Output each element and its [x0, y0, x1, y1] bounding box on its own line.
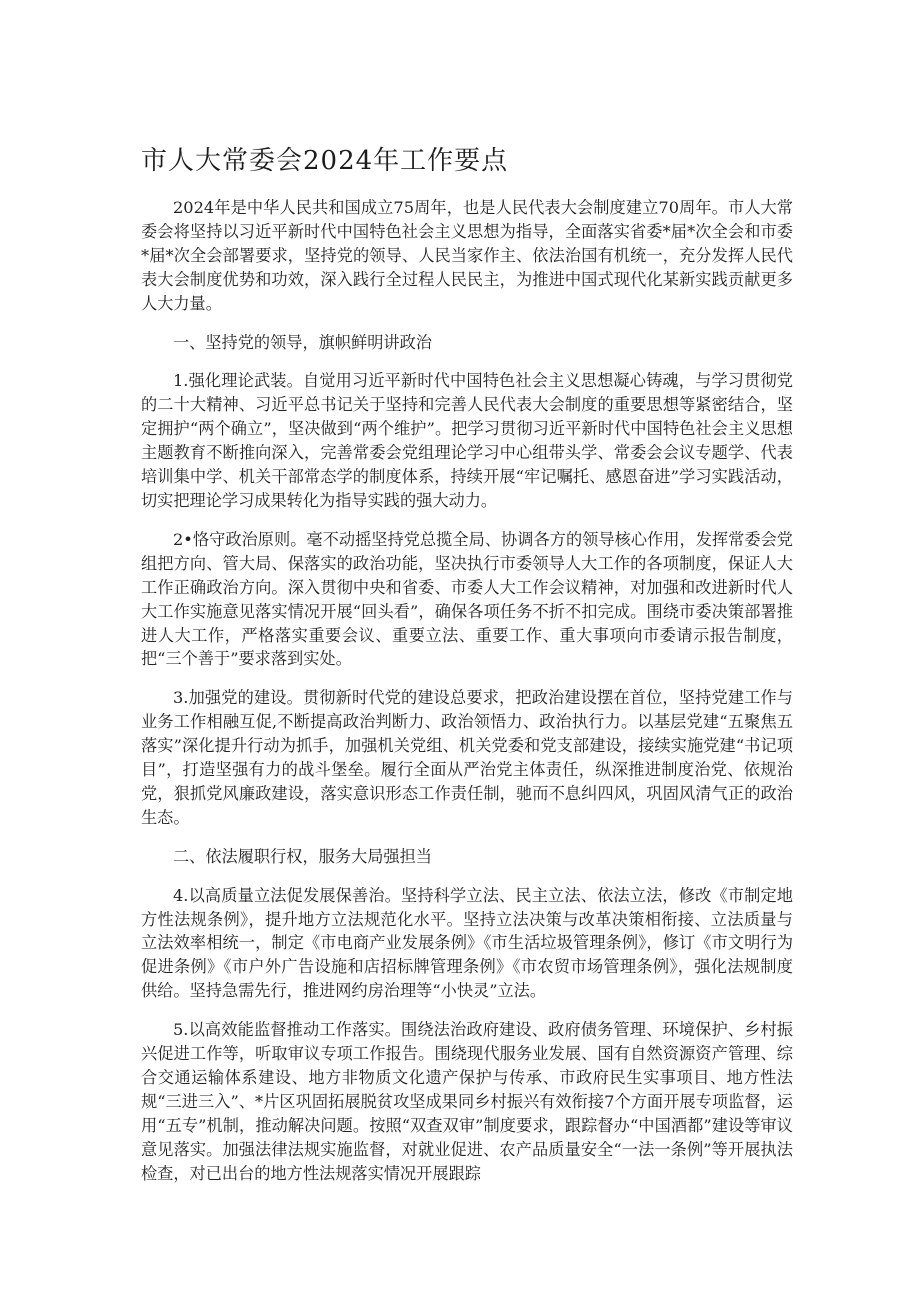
item-paragraph-4: 4.以高质量立法促发展保善治。坚持科学立法、民主立法、依法立法，修改《市制定地方性法规条例》，提升地方立法规范化水平。坚持立法决策与改革决策相衔接、立法质量与立法效率相统一，制定《市电商产业发展条例》《市生活垃圾管理条例》，修订《市文明行为促进条例》《市户外广告设施和店招标牌管理条例》《市农贸市场管理条例》，强化法规制度供给。坚持急需先行，推进网约房治理等“小快灵”立法。 — [141, 885, 793, 1001]
section-heading-1: 一、坚持党的领导，旗帜鲜明讲政治 — [173, 332, 432, 352]
item-paragraph-2: 2•恪守政治原则。毫不动摇坚持党总揽全局、协调各方的领导核心作用，发挥常委会党组把方向、管大局、保落实的政治功能，坚决执行市委领导人大工作的各项制度，保证人大工作正确政治方向。深入贯彻中央和省委、市委人大工作会议精神，对加强和改进新时代人大工作实施意见落实情况开展“回头看”，确保各项任务不折不扣完成。围绕市委决策部署推进人大工作，严格落实重要会议、重要立法、重要工作、重大事项向市委请示报告制度，把“三个善于”要求落到实处。 — [141, 529, 793, 669]
section-heading-2: 二、依法履职行权，服务大局强担当 — [173, 846, 432, 866]
document-body — [141, 196, 793, 1201]
item-paragraph-5: 5.以高效能监督推动工作落实。围绕法治政府建设、政府债务管理、环境保护、乡村振兴促进工作等，听取审议专项工作报告。围绕现代服务业发展、国有自然资源资产管理、综合交通运输体系建设、地方非物质文化遗产保护与传承、市政府民生实事项目、地方性法规“三进三入”、*片区巩固拓展脱贫攻坚成果同乡村振兴有效衔接7个方面开展专项监督，运用“五专”机制，推动解决问题。按照“双查双审”制度要求，跟踪督办“中国酒都”建设等审议意见落实。加强法律法规实施监督，对就业促进、农产品质量安全“一法一条例”等开展执法检查，对已出台的地方性法规落实情况开展跟踪 — [141, 1020, 793, 1183]
intro-paragraph: 2024年是中华人民共和国成立75周年，也是人民代表大会制度建立70周年。市人大常委会将坚持以习近平新时代中国特色社会主义思想为指导，全面落实省委*届*次全会和市委*届*次全会部署要求，坚持党的领导、人民当家作主、依法治国有机统一，充分发挥人民代表大会制度优势和功效，深入践行全过程人民民主，为推进中国式现代化某新实践贡献更多人大力量。 — [141, 198, 793, 313]
item-paragraph-1: 1.强化理论武装。自觉用习近平新时代中国特色社会主义思想凝心铸魂，与学习贯彻党的二十大精神、习近平总书记关于坚持和完善人民代表大会制度的重要思想等紧密结合，坚定拥护“两个确立”，坚决做到“两个维护”。把学习贯彻习近平新时代中国特色社会主义思想主题教育不断推向深入，完善常委会党组理论学习中心组带头学、常委会会议专题学、代表培训集中学、机关干部常态学的制度体系，持续开展“牢记嘱托、感恩奋进”学习实践活动，切实把理论学习成果转化为指导实践的强大动力。 — [141, 371, 793, 510]
page-title: 市人大常委会2024年工作要点 — [141, 146, 509, 176]
item-paragraph-3: 3.加强党的建设。贯彻新时代党的建设总要求，把政治建设摆在首位，坚持党建工作与业务工作相融互促,不断提高政治判断力、政治领悟力、政治执行力。以基层党建“五聚焦五落实”深化提升行动为抓手，加强机关党组、机关党委和党支部建设，接续实施党建“书记项目”，打造坚强有力的战斗堡垒。履行全面从严治党主体责任，纵深推进制度治党、依规治党，狠抓党风廉政建设，落实意识形态工作责任制，驰而不息纠四风，巩固风清气正的政治生态。 — [141, 688, 793, 827]
